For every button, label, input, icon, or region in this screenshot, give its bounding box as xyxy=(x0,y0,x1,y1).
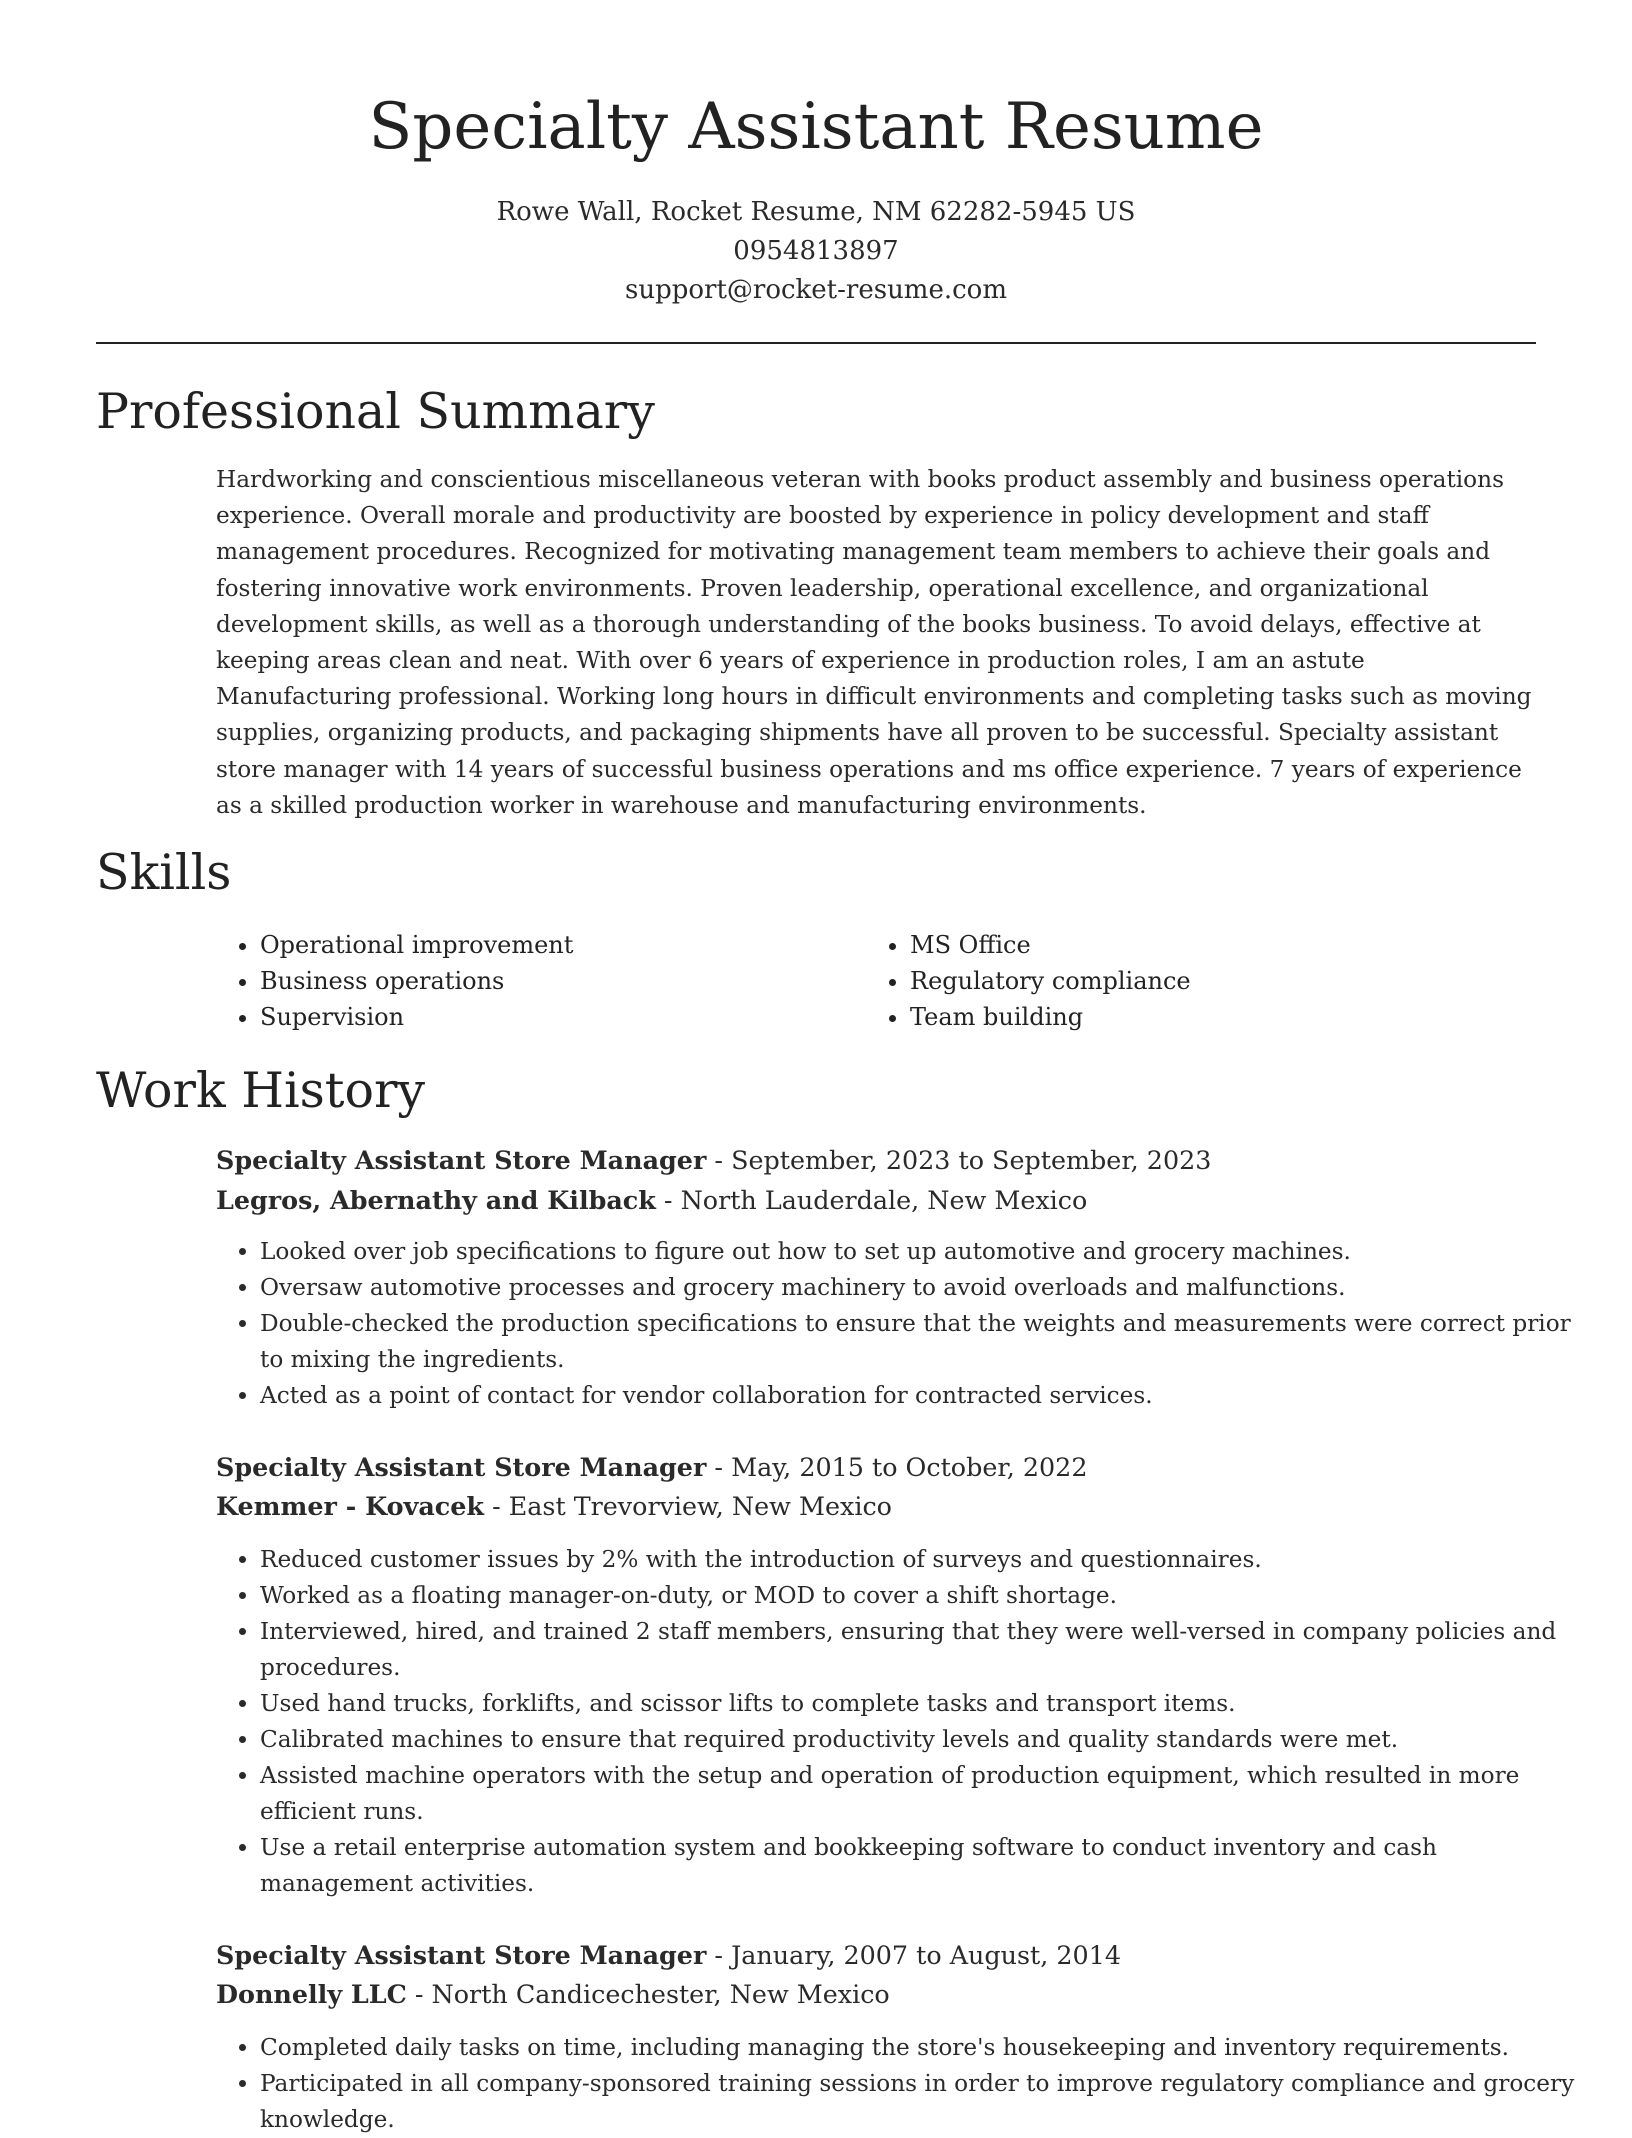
job-bullet: • Completed daily tasks on time, including managing the store's housekeeping and inventory requirements. xyxy=(260,2030,1580,2066)
job-bullet: • Used hand trucks, forklifts, and scissor lifts to complete tasks and transport items. xyxy=(260,1686,1580,1722)
skill-item: • Operational improvement xyxy=(260,927,573,963)
job-bullet: • Double-checked the production specifications to ensure that the weights and measurements were correct prior to mixing the ingredients. xyxy=(260,1306,1580,1378)
job-title-line xyxy=(216,1141,1211,1179)
job-bullet: • Reduced customer issues by 2% with the introduction of surveys and questionnaires. xyxy=(260,1542,1580,1578)
skills-heading: Skills xyxy=(96,844,232,901)
job-title-line xyxy=(216,1448,1087,1486)
job-company-line xyxy=(216,1181,1087,1219)
job-dates: - January, 2007 to August, 2014 xyxy=(706,1940,1122,1970)
header-divider xyxy=(96,342,1536,344)
skill-item: • Team building xyxy=(910,999,1191,1035)
job-bullets xyxy=(216,1542,1580,1902)
job-bullet: • Oversaw automotive processes and grocery machinery to avoid overloads and malfunctions. xyxy=(260,1270,1580,1306)
job-bullets xyxy=(216,1234,1580,1414)
job-bullet: • Worked as a floating manager-on-duty, or MOD to cover a shift shortage. xyxy=(260,1578,1580,1614)
job-bullet: • Use a retail enterprise automation system and bookkeeping software to conduct inventory and cash management activities. xyxy=(260,1830,1580,1902)
work-history-heading: Work History xyxy=(96,1062,426,1119)
summary-heading: Professional Summary xyxy=(96,383,655,440)
job-title: Specialty Assistant Store Manager xyxy=(216,1940,707,1970)
job-bullet: • Interviewed, hired, and trained 2 staff members, ensuring that they were well-versed in company policies and procedures. xyxy=(260,1614,1580,1686)
contact-block xyxy=(96,193,1536,310)
job-bullet: • Acted as a point of contact for vendor collaboration for contracted services. xyxy=(260,1378,1580,1414)
skill-item: • Supervision xyxy=(260,999,573,1035)
skill-item: • Business operations xyxy=(260,963,573,999)
job-bullets xyxy=(216,2030,1580,2138)
skill-item: • Regulatory compliance xyxy=(910,963,1191,999)
job-company: Donnelly LLC xyxy=(216,1979,407,2009)
contact-address: Rowe Wall, Rocket Resume, NM 62282-5945 US xyxy=(496,197,1136,227)
job-bullet: • Calibrated machines to ensure that required productivity levels and quality standards were met. xyxy=(260,1722,1580,1758)
job-company-line xyxy=(216,1487,892,1525)
summary-text: Hardworking and conscientious miscellaneous veteran with books product assembly and business operations experience. Overall morale and productivity are boosted by experience in policy development and staff management procedures. Recognized for motivating management team members to achieve their goals and fostering innovative work environments. Proven leadership, operational excellence, and organizational development skills, as well as a thorough understanding of the books business. To avoid delays, effective at keeping areas clean and neat. With over 6 years of experience in production roles, I am an astute Manufacturing professional. Working long hours in difficult environments and completing tasks such as moving supplies, organizing products, and packaging shipments have all proven to be successful. Specialty assistant store manager with 14 years of successful business operations and ms office experience. 7 years of experience as a skilled production worker in warehouse and manufacturing environments. xyxy=(216,466,1532,819)
job-company-line xyxy=(216,1975,890,2013)
skill-item: • MS Office xyxy=(910,927,1191,963)
job-location: - North Candicechester, New Mexico xyxy=(406,1979,890,2009)
contact-phone: 0954813897 xyxy=(733,236,899,266)
job-company: Kemmer - Kovacek xyxy=(216,1491,485,1521)
job-location: - North Lauderdale, New Mexico xyxy=(655,1185,1088,1215)
job-bullet: • Looked over job specifications to figure out how to set up automotive and grocery machines. xyxy=(260,1234,1580,1270)
skills-column-2 xyxy=(866,927,1191,1035)
job-bullet: • Assisted machine operators with the setup and operation of production equipment, which resulted in more efficient runs. xyxy=(260,1758,1580,1830)
job-dates: - May, 2015 to October, 2022 xyxy=(706,1452,1088,1482)
job-location: - East Trevorview, New Mexico xyxy=(484,1491,892,1521)
job-dates: - September, 2023 to September, 2023 xyxy=(706,1145,1212,1175)
skills-column-1 xyxy=(216,927,573,1035)
contact-email: support@rocket-resume.com xyxy=(624,275,1007,305)
job-title-line xyxy=(216,1936,1121,1974)
resume-title: Specialty Assistant Resume xyxy=(368,90,1264,164)
job-title: Specialty Assistant Store Manager xyxy=(216,1452,707,1482)
job-company: Legros, Abernathy and Kilback xyxy=(216,1185,656,1215)
job-bullet: • Participated in all company-sponsored training sessions in order to improve regulatory compliance and grocery knowledge. xyxy=(260,2066,1580,2138)
job-title: Specialty Assistant Store Manager xyxy=(216,1145,707,1175)
